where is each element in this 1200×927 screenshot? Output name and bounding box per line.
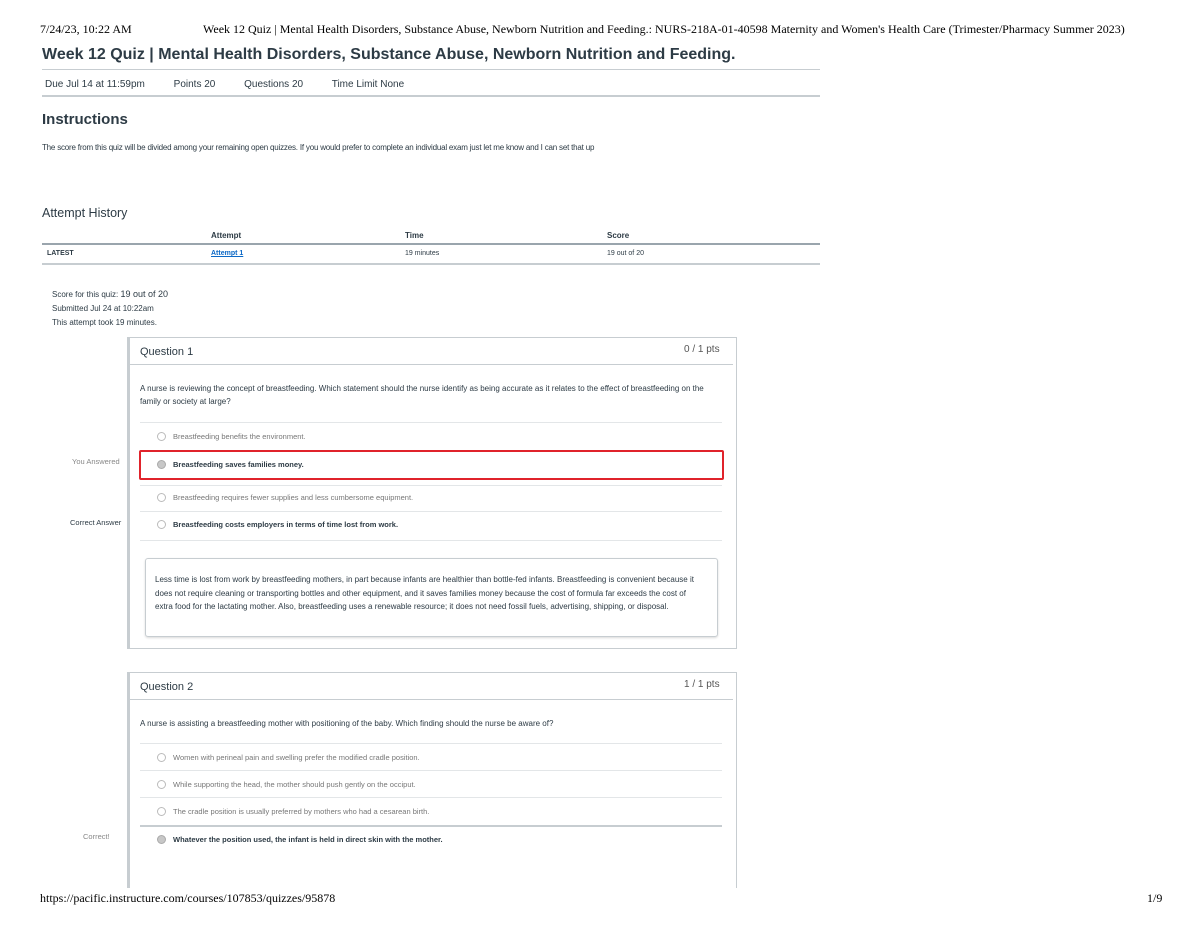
- answer-option: [157, 493, 413, 502]
- instructions-heading: Instructions: [42, 111, 128, 128]
- points-total: Points 20: [173, 79, 216, 90]
- column-header-score: Score: [607, 231, 630, 240]
- answer-text: Women with perineal pain and swelling prefer the modified cradle position.: [173, 753, 420, 762]
- radio-icon: [157, 460, 166, 469]
- attempt-1-link[interactable]: Attempt 1: [211, 250, 244, 257]
- divider: [140, 770, 722, 771]
- table-bottom-divider: [42, 263, 820, 265]
- question-1-points: 0 / 1 pts: [684, 344, 720, 355]
- table-header-divider: [42, 243, 820, 245]
- radio-icon: [157, 780, 166, 789]
- divider: [130, 364, 733, 365]
- answer-text: Breastfeeding costs employers in terms of time lost from work.: [173, 520, 399, 529]
- divider: [42, 95, 820, 97]
- due-date: Due Jul 14 at 11:59pm: [45, 79, 145, 90]
- radio-icon: [157, 520, 166, 529]
- attempt-time: 19 minutes: [405, 250, 440, 257]
- radio-icon: [157, 493, 166, 502]
- score-summary: [52, 287, 168, 330]
- question-2-title: Question 2: [140, 681, 194, 693]
- latest-label: LATEST: [47, 250, 74, 257]
- divider: [140, 825, 722, 827]
- answer-option: [157, 753, 420, 762]
- answer-text: Breastfeeding benefits the environment.: [173, 432, 306, 441]
- radio-icon: [157, 753, 166, 762]
- score-line: [52, 287, 168, 302]
- answer-text: Breastfeeding saves families money.: [173, 460, 304, 469]
- question-2-points: 1 / 1 pts: [684, 679, 720, 690]
- answer-option-correct: [157, 520, 398, 529]
- duration-line: This attempt took 19 minutes.: [52, 318, 157, 327]
- print-datetime: 7/24/23, 10:22 AM: [40, 22, 132, 36]
- quiz-title: Week 12 Quiz | Mental Health Disorders, Substance Abuse, Newborn Nutrition and Feeding.: [42, 46, 736, 63]
- radio-icon: [157, 835, 166, 844]
- score-label: Score for this quiz:: [52, 290, 121, 299]
- question-1-title: Question 1: [140, 346, 194, 358]
- answer-text: While supporting the head, the mother should push gently on the occiput.: [173, 780, 416, 789]
- answer-option: [157, 807, 429, 816]
- column-header-attempt: Attempt: [211, 231, 242, 240]
- correct-indicator-bar: [127, 844, 129, 887]
- correct-answer-label: Correct Answer: [70, 518, 122, 527]
- answer-option-selected: [157, 460, 304, 469]
- divider: [42, 69, 820, 70]
- answer-option-selected: [157, 835, 443, 844]
- instructions-text: The score from this quiz will be divided among your remaining open quizzes. If you would prefer to complete an individual exam just let me know and I can set that up: [42, 143, 595, 152]
- quiz-meta: [45, 79, 430, 90]
- question-1-text: A nurse is reviewing the concept of breastfeeding. Which statement should the nurse identify as being accurate as it relates to the effect of breastfeeding on the family or society at large?: [140, 384, 704, 406]
- attempt-history-heading: Attempt History: [42, 206, 128, 220]
- answer-comment-text: Less time is lost from work by breastfeeding mothers, in part because infants are healthier than bottle-fed infants. Breastfeeding is convenient because it does not require cleaning or transporting bottles and other equipment, and it saves families money because the cost of formula far exceeds the cost of extra food for the lactating mother. Also, breastfeeding uses a renewable resource; it does not need fossil fuels, advertising, shipping, or disposal.: [155, 575, 694, 611]
- score-value: 19 out of 20: [120, 289, 169, 299]
- time-limit: Time Limit None: [331, 79, 405, 90]
- answer-text: Whatever the position used, the infant is held in direct skin with the mother.: [173, 835, 443, 844]
- divider: [140, 511, 722, 512]
- print-page-title: Week 12 Quiz | Mental Health Disorders, Substance Abuse, Newborn Nutrition and Feeding.: NURS-218A-01-40598 Maternity and Women's Health Care (Trimester/Pharmacy Summer 2023): [203, 22, 1125, 36]
- divider: [140, 422, 722, 423]
- answer-option: [157, 780, 416, 789]
- attempt-score: 19 out of 20: [607, 250, 644, 257]
- divider: [140, 485, 722, 486]
- divider: [140, 797, 722, 798]
- question-2-text: A nurse is assisting a breastfeeding mother with positioning of the baby. Which finding should the nurse be aware of?: [140, 719, 554, 728]
- print-page-number: 1/9: [1147, 891, 1163, 905]
- radio-icon: [157, 807, 166, 816]
- divider: [140, 743, 722, 744]
- answer-text: Breastfeeding requires fewer supplies and less cumbersome equipment.: [173, 493, 414, 502]
- radio-icon: [157, 432, 166, 441]
- correct-label: Correct!: [83, 832, 110, 841]
- submitted-line: Submitted Jul 24 at 10:22am: [52, 304, 154, 313]
- answer-text: The cradle position is usually preferred by mothers who had a cesarean birth.: [173, 807, 430, 816]
- answer-option: [157, 432, 306, 441]
- question-count: Questions 20: [244, 79, 304, 90]
- divider: [140, 540, 722, 541]
- divider: [130, 699, 733, 700]
- print-header: [40, 22, 1125, 37]
- answer-comment-box: [145, 558, 718, 637]
- print-footer-url: https://pacific.instructure.com/courses/107853/quizzes/95878: [40, 891, 336, 905]
- you-answered-label: You Answered: [72, 457, 120, 466]
- column-header-time: Time: [405, 231, 424, 240]
- attempt-link-cell: [211, 250, 243, 257]
